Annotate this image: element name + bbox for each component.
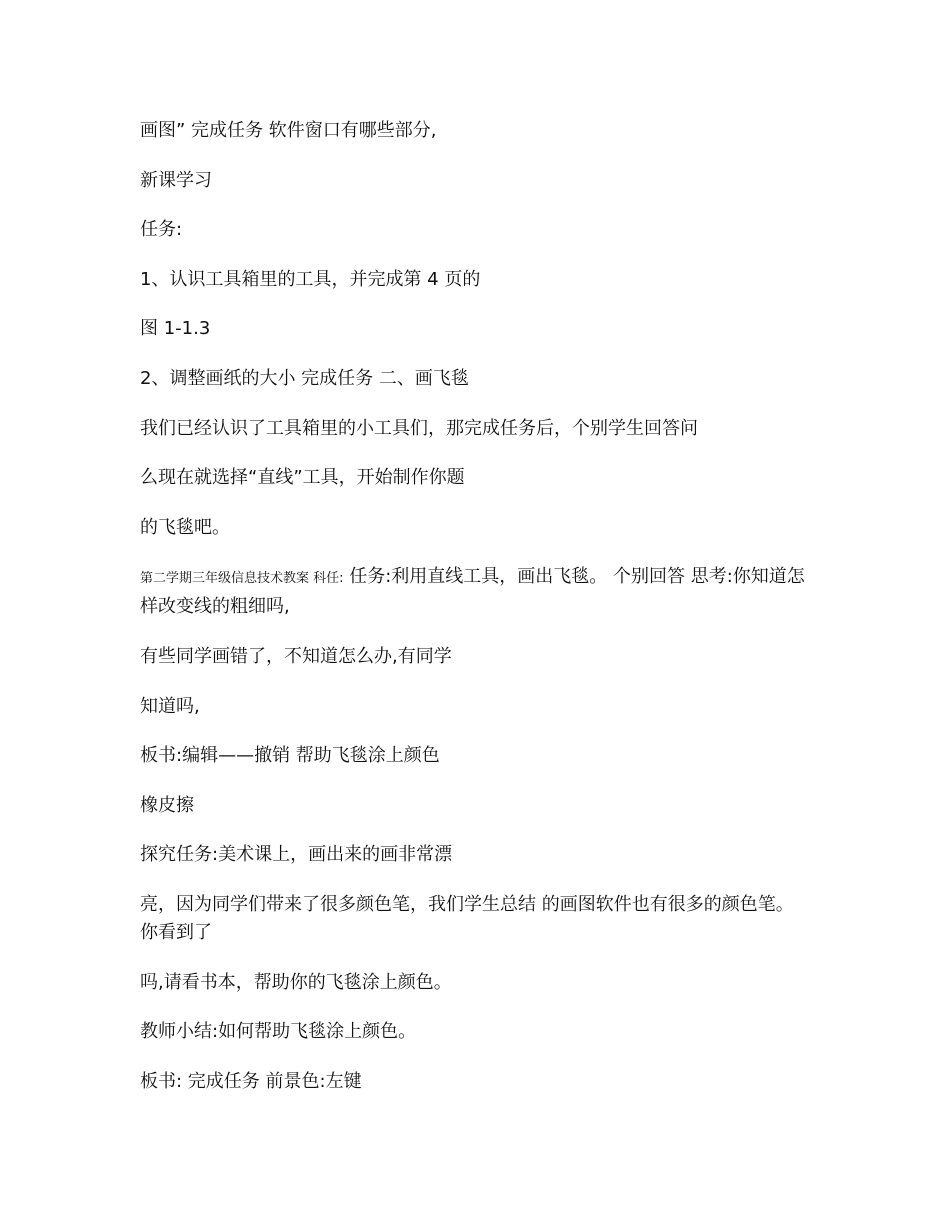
- paragraph: 我们已经认识了工具箱里的小工具们，那完成任务后，个别学生回答问: [140, 417, 698, 439]
- paragraph: 有些同学画错了，不知道怎么办,有同学: [140, 645, 452, 667]
- paragraph: 探究任务:美术课上，画出来的画非常漂: [140, 844, 453, 866]
- paragraph: 任务:: [140, 219, 183, 241]
- paragraph: 么现在就选择“直线”工具，开始制作你题: [140, 467, 465, 489]
- paragraph: 2、调整画纸的大小 完成任务 二、画飞毯: [140, 367, 469, 389]
- paragraph: 亮，因为同学们带来了很多颜色笔，我们学生总结 的画图软件也有很多的颜色笔。你看到了: [140, 893, 794, 943]
- mixed-paragraph: [140, 563, 805, 621]
- paragraph: 板书: 完成任务 前景色:左键: [140, 1070, 362, 1092]
- header-fragment: 第二学期三年级信息技术教案 科任:: [140, 571, 344, 587]
- paragraph: 橡皮擦: [140, 794, 194, 816]
- document-body: [140, 117, 805, 1117]
- paragraph: 1、认识工具箱里的工具，并完成第 4 页的: [140, 268, 481, 290]
- paragraph: 图 1-1.3: [140, 318, 211, 340]
- paragraph: 吗,请看书本，帮助你的飞毯涂上颜色。: [140, 971, 452, 993]
- paragraph: 画图” 完成任务 软件窗口有哪些部分,: [140, 120, 437, 141]
- paragraph: 板书:编辑——撤销 帮助飞毯涂上颜色: [140, 745, 440, 767]
- paragraph: 知道吗,: [140, 695, 200, 717]
- paragraph-text: 任务:利用直线工具，画出飞毯。 个别回答 思考:你知道怎样改变线的粗细吗,: [140, 566, 805, 618]
- paragraph: 的飞毯吧。: [140, 516, 230, 538]
- paragraph: 新课学习: [140, 169, 212, 191]
- paragraph: 教师小结:如何帮助飞毯涂上颜色。: [140, 1021, 417, 1043]
